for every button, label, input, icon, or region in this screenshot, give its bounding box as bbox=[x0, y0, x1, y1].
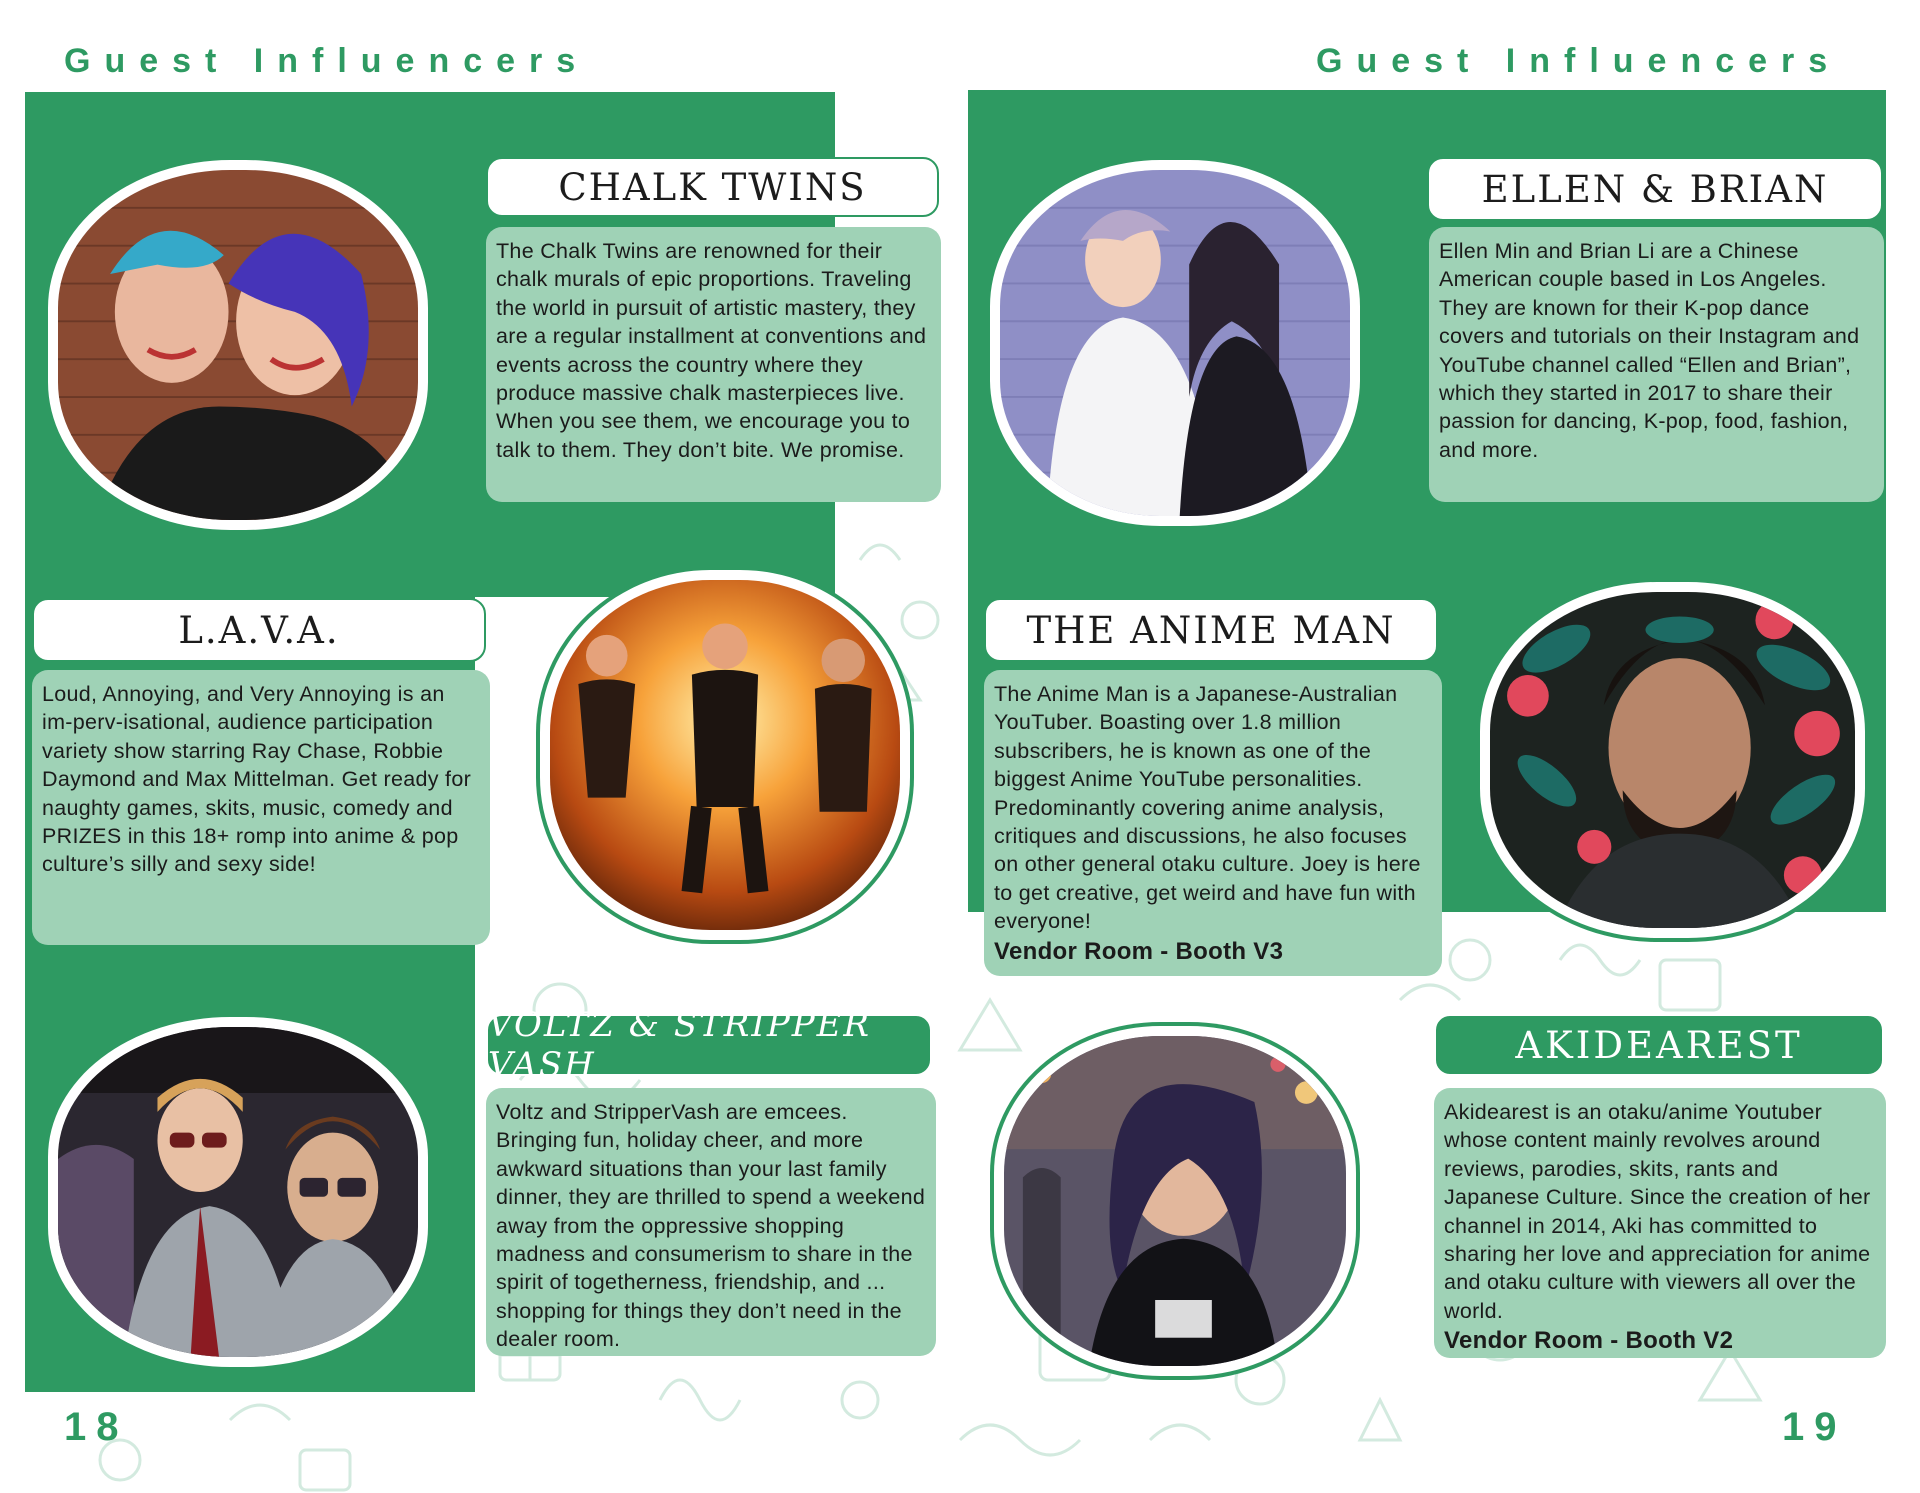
ellen-brian-bio bbox=[1429, 227, 1884, 502]
chalk-twins-title: CHALK TWINS bbox=[486, 157, 939, 217]
voltz-stripper-vash-title: VOLTZ & STRIPPER VASH bbox=[486, 1014, 932, 1076]
the-anime-man-bio-text: The Anime Man is a Japanese-Australian YouTuber. Boasting over 1.8 million subscribers, he is known as one of the biggest Anime YouTube personalities. Predominantly covering anime analysis, critiques and discussions, he also focuses on other general otaku culture. Joey is here to get creative, get weird and have fun with everyone! bbox=[994, 682, 1421, 934]
ellen-brian-title: ELLEN & BRIAN bbox=[1427, 157, 1883, 221]
the-anime-man-bio bbox=[984, 670, 1442, 976]
chalk-twins-bio bbox=[486, 227, 941, 502]
voltz-stripper-vash-bio-text: Voltz and StripperVash are emcees. Bringing fun, holiday cheer, and more awkward situations than your last family dinner, they are thrilled to spend a weekend away from the oppressive shopping madness and consumerism to share in the spirit of togetherness, friendship, and ... shopping for things they don’t need in the dealer room. bbox=[496, 1100, 926, 1352]
the-anime-man-title: THE ANIME MAN bbox=[984, 598, 1438, 662]
chalk-twins-bio-text: The Chalk Twins are renowned for their chalk murals of epic proportions. Traveling the world in pursuit of artistic mastery, they are a regular installment at conventions and events across the country where they produce massive chalk masterpieces live. When you see them, we encourage you to talk to them. They don’t bite. We promise. bbox=[496, 239, 927, 462]
lava-bio bbox=[32, 670, 490, 945]
the-anime-man-photo bbox=[1480, 582, 1865, 938]
left-page-number: 18 bbox=[64, 1405, 129, 1449]
lava-bio-text: Loud, Annoying, and Very Annoying is an im-perv-isational, audience participation variety show starring Ray Chase, Robbie Daymond and Max Mittelman. Get ready for naughty games, skits, music, comedy and PRIZES in this 18+ romp into anime & pop culture’s silly and sexy side! bbox=[42, 682, 472, 877]
akidearest-title: AKIDEAREST bbox=[1434, 1014, 1884, 1076]
left-page-header: Guest Influencers bbox=[64, 42, 590, 80]
akidearest-bio bbox=[1434, 1088, 1886, 1358]
voltz-stripper-vash-bio bbox=[486, 1088, 936, 1356]
right-page-number: 19 bbox=[1782, 1405, 1847, 1449]
the-anime-man-booth: Vendor Room - Booth V3 bbox=[994, 937, 1284, 965]
ellen-brian-bio-text: Ellen Min and Brian Li are a Chinese American couple based in Los Angeles. They are known for their K-pop dance covers and tutorials on their Instagram and YouTube channel called “Ellen and Brian”, which they started in 2017 to share their passion for dancing, K-pop, food, fashion, and more. bbox=[1439, 239, 1860, 462]
akidearest-photo bbox=[994, 1026, 1356, 1376]
chalk-twins-photo bbox=[48, 160, 428, 530]
lava-title: L.A.V.A. bbox=[32, 598, 486, 662]
lava-photo bbox=[540, 570, 910, 940]
voltz-stripper-vash-photo bbox=[48, 1017, 428, 1367]
right-page-header: Guest Influencers bbox=[1316, 42, 1842, 80]
akidearest-bio-text: Akidearest is an otaku/anime Youtuber whose content mainly revolves around reviews, parodies, skits, rants and Japanese Culture. Since the creation of her channel in 2014, Aki has committed to sharing her love and appreciation for anime and otaku culture with viewers all over the world. bbox=[1444, 1100, 1871, 1323]
ellen-brian-photo bbox=[990, 160, 1360, 526]
akidearest-booth: Vendor Room - Booth V2 bbox=[1444, 1327, 1734, 1355]
